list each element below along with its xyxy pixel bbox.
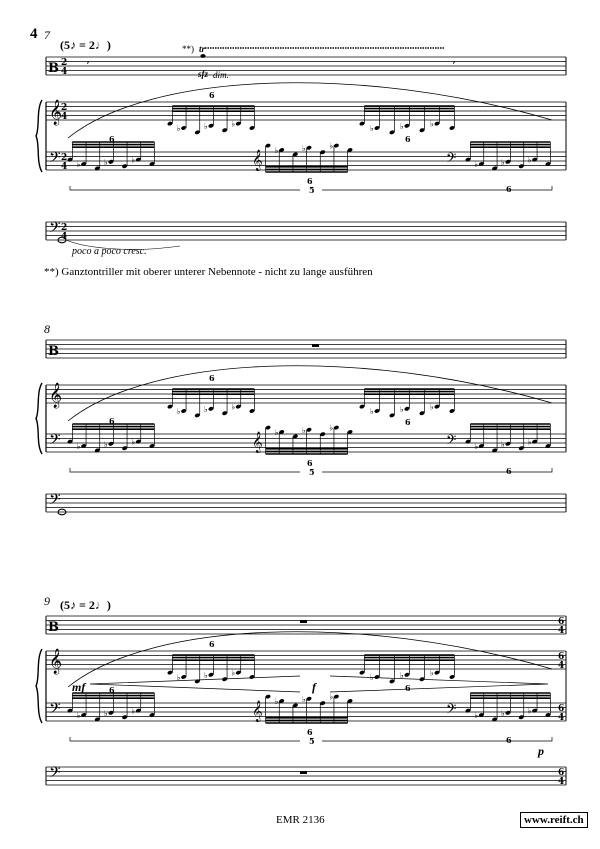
- bass-clef: 𝄢: [49, 219, 61, 240]
- lh-run-c-flat: ♭: [501, 157, 505, 167]
- rh-run-a-flat: ♭: [176, 407, 181, 416]
- rh-run-b-flat: ♭: [430, 402, 434, 412]
- lh-run-c-tuplet: 6: [506, 735, 512, 745]
- rh-run-b-tuplet: 6: [405, 417, 411, 427]
- alto-clef: B: [48, 620, 59, 635]
- time-sig-den: 4: [61, 67, 68, 77]
- lh-run-c-flat: ♭: [527, 437, 532, 447]
- rh-run-b-flat: ♭: [370, 673, 374, 682]
- time-sig-den: 4: [61, 162, 68, 172]
- crescendo-hairpin: [90, 676, 300, 692]
- lh-run-a-flat: ♭: [104, 157, 108, 167]
- time-sig-num: 6: [558, 704, 565, 714]
- publisher-website: www.reift.ch: [520, 812, 588, 828]
- lh-run-c-flat: ♭: [501, 708, 505, 718]
- lh-run-b-tuplet: 6: [307, 458, 313, 468]
- lh-run-b-flat: ♭: [302, 694, 306, 704]
- alto-clef: B: [48, 61, 59, 76]
- time-sig-num: 2: [61, 103, 68, 113]
- rh-run-a-flat: ♭: [204, 121, 208, 131]
- f-marking: f: [312, 680, 316, 694]
- lh-run-a-flat: ♭: [104, 439, 108, 449]
- lh-run-c-flat: ♭: [527, 155, 532, 165]
- trill-footnote-mark: **): [182, 44, 194, 54]
- rh-run-b-flat: ♭: [400, 121, 404, 131]
- lh-run-a-tuplet: 6: [109, 134, 115, 144]
- time-sig-num: 6: [558, 768, 565, 778]
- alto-clef: B: [48, 344, 59, 359]
- rh-run-a-tuplet: 6: [209, 639, 215, 649]
- rh-run-a-flat: ♭: [231, 668, 236, 678]
- catalog-number: EMR 2136: [276, 814, 325, 826]
- lh-run-b-flat: ♭: [329, 692, 334, 702]
- rh-run-b-flat: ♭: [400, 670, 404, 680]
- phrase-slur: [68, 632, 552, 687]
- dim-marking: dim.: [213, 70, 229, 80]
- treble-clef-change: 𝄞: [252, 150, 263, 171]
- lh-run-c-flat: ♭: [474, 160, 479, 169]
- p-marking: p: [538, 744, 544, 758]
- bass-clef-change: 𝄢: [446, 701, 457, 720]
- measure-number-8: 8: [44, 322, 50, 336]
- lh-run-a-flat: ♭: [76, 442, 81, 451]
- time-sig-den: 4: [558, 626, 565, 636]
- rh-run-b-flat: ♭: [430, 668, 434, 678]
- lh-run-c-flat: ♭: [527, 706, 532, 716]
- lh-run-b-tuplet: 6: [307, 176, 313, 186]
- quintuplet-number: 5: [309, 467, 315, 477]
- lh-run-c-tuplet: 6: [506, 466, 512, 476]
- bass-clef-change: 𝄢: [446, 150, 457, 169]
- treble-clef: 𝄞: [49, 649, 63, 674]
- lh-run-a-flat: ♭: [76, 160, 81, 169]
- lh-run-a-flat: ♭: [131, 437, 136, 447]
- treble-clef-change: 𝄞: [252, 432, 263, 453]
- lh-run-a-flat: ♭: [76, 711, 81, 720]
- rh-run-b-flat: ♭: [370, 407, 374, 416]
- trill-mark: tr: [199, 44, 206, 54]
- treble-clef: 𝄞: [49, 100, 63, 125]
- time-sig-num: 2: [61, 153, 68, 163]
- lh-run-b-flat: ♭: [302, 425, 306, 435]
- bass-clef-change: 𝄢: [446, 432, 457, 451]
- rh-run-a-flat: ♭: [176, 673, 181, 682]
- rh-run-b-tuplet: 6: [405, 134, 411, 144]
- eighth-rest: ’: [452, 59, 456, 73]
- lh-run-c-flat: ♭: [474, 711, 479, 720]
- lh-run-a-tuplet: 6: [109, 416, 115, 426]
- time-sig-den: 4: [558, 777, 565, 787]
- lh-run-a-tuplet: 6: [109, 685, 115, 695]
- piano-brace: [36, 649, 42, 723]
- time-sig-den: 4: [61, 112, 68, 122]
- treble-clef-change: 𝄞: [252, 701, 263, 722]
- lh-run-b-flat: ♭: [274, 428, 279, 437]
- lh-run-a-flat: ♭: [131, 706, 136, 716]
- lh-run-a-flat: ♭: [104, 708, 108, 718]
- rh-run-a-tuplet: 6: [209, 90, 215, 100]
- phrase-slur: [68, 83, 552, 138]
- tempo-marking-2: (5♪ = 2♩): [60, 598, 111, 612]
- rh-run-a-tuplet: 6: [209, 373, 215, 383]
- time-sig-den: 4: [558, 661, 565, 671]
- bass-clef: 𝄢: [49, 491, 61, 512]
- time-sig-num: 6: [558, 617, 565, 627]
- quintuplet-number: 5: [309, 736, 315, 746]
- rh-run-a-flat: ♭: [204, 670, 208, 680]
- whole-rest: [312, 344, 319, 347]
- lh-run-b-flat: ♭: [274, 146, 279, 155]
- eighth-rest: ’: [86, 59, 90, 73]
- rh-run-b-tuplet: 6: [405, 683, 411, 693]
- measure-number-9: 9: [44, 594, 50, 608]
- piano-brace: [36, 100, 42, 172]
- mf-marking: mf: [72, 680, 86, 694]
- diminuendo-hairpin: [330, 676, 548, 692]
- measure-number-7: 7: [44, 28, 50, 42]
- rh-run-a-flat: ♭: [231, 402, 236, 412]
- phrase-slur: [68, 366, 552, 421]
- tempo-marking-1: (5♪ = 2♩): [60, 38, 111, 52]
- lh-run-b-flat: ♭: [274, 697, 279, 706]
- rh-run-a-flat: ♭: [204, 404, 208, 414]
- time-sig-num: 2: [61, 223, 68, 233]
- footnote: **) Ganztontriller mit oberer unterer Nebennote - nicht zu lange ausführen: [44, 266, 373, 278]
- viola-note: [200, 54, 205, 58]
- rh-run-a-flat: ♭: [176, 124, 181, 133]
- rh-run-b-flat: ♭: [370, 124, 374, 133]
- time-sig-num: 2: [61, 58, 68, 68]
- quintuplet-number: 5: [309, 185, 315, 195]
- whole-rest: [300, 771, 307, 774]
- rh-run-b-flat: ♭: [400, 404, 404, 414]
- time-sig-den: 4: [558, 713, 565, 723]
- rh-run-b-flat: ♭: [430, 119, 434, 129]
- bass-clef: 𝄢: [49, 700, 61, 721]
- lh-run-c-flat: ♭: [474, 442, 479, 451]
- time-sig-num: 6: [558, 652, 565, 662]
- bass-clef: 𝄢: [49, 764, 61, 785]
- poco-cresc-marking: poco a poco cresc.: [72, 246, 147, 257]
- lh-run-b-flat: ♭: [329, 423, 334, 433]
- lh-run-b-tuplet: 6: [307, 727, 313, 737]
- whole-rest: [300, 620, 307, 623]
- tie: [66, 240, 180, 249]
- treble-clef: 𝄞: [49, 383, 63, 408]
- page-number: 4: [30, 26, 38, 42]
- bass-clef: 𝄢: [49, 431, 61, 452]
- sfz-marking: sfz: [198, 69, 209, 79]
- lh-run-b-flat: ♭: [302, 143, 306, 153]
- lh-run-c-flat: ♭: [501, 439, 505, 449]
- time-sig-den: 4: [61, 232, 68, 242]
- lh-run-c-tuplet: 6: [506, 184, 512, 194]
- piano-brace: [36, 383, 42, 454]
- lh-run-a-flat: ♭: [131, 155, 136, 165]
- bass-clef: 𝄢: [49, 149, 61, 170]
- lh-run-b-flat: ♭: [329, 141, 334, 151]
- rh-run-a-flat: ♭: [231, 119, 236, 129]
